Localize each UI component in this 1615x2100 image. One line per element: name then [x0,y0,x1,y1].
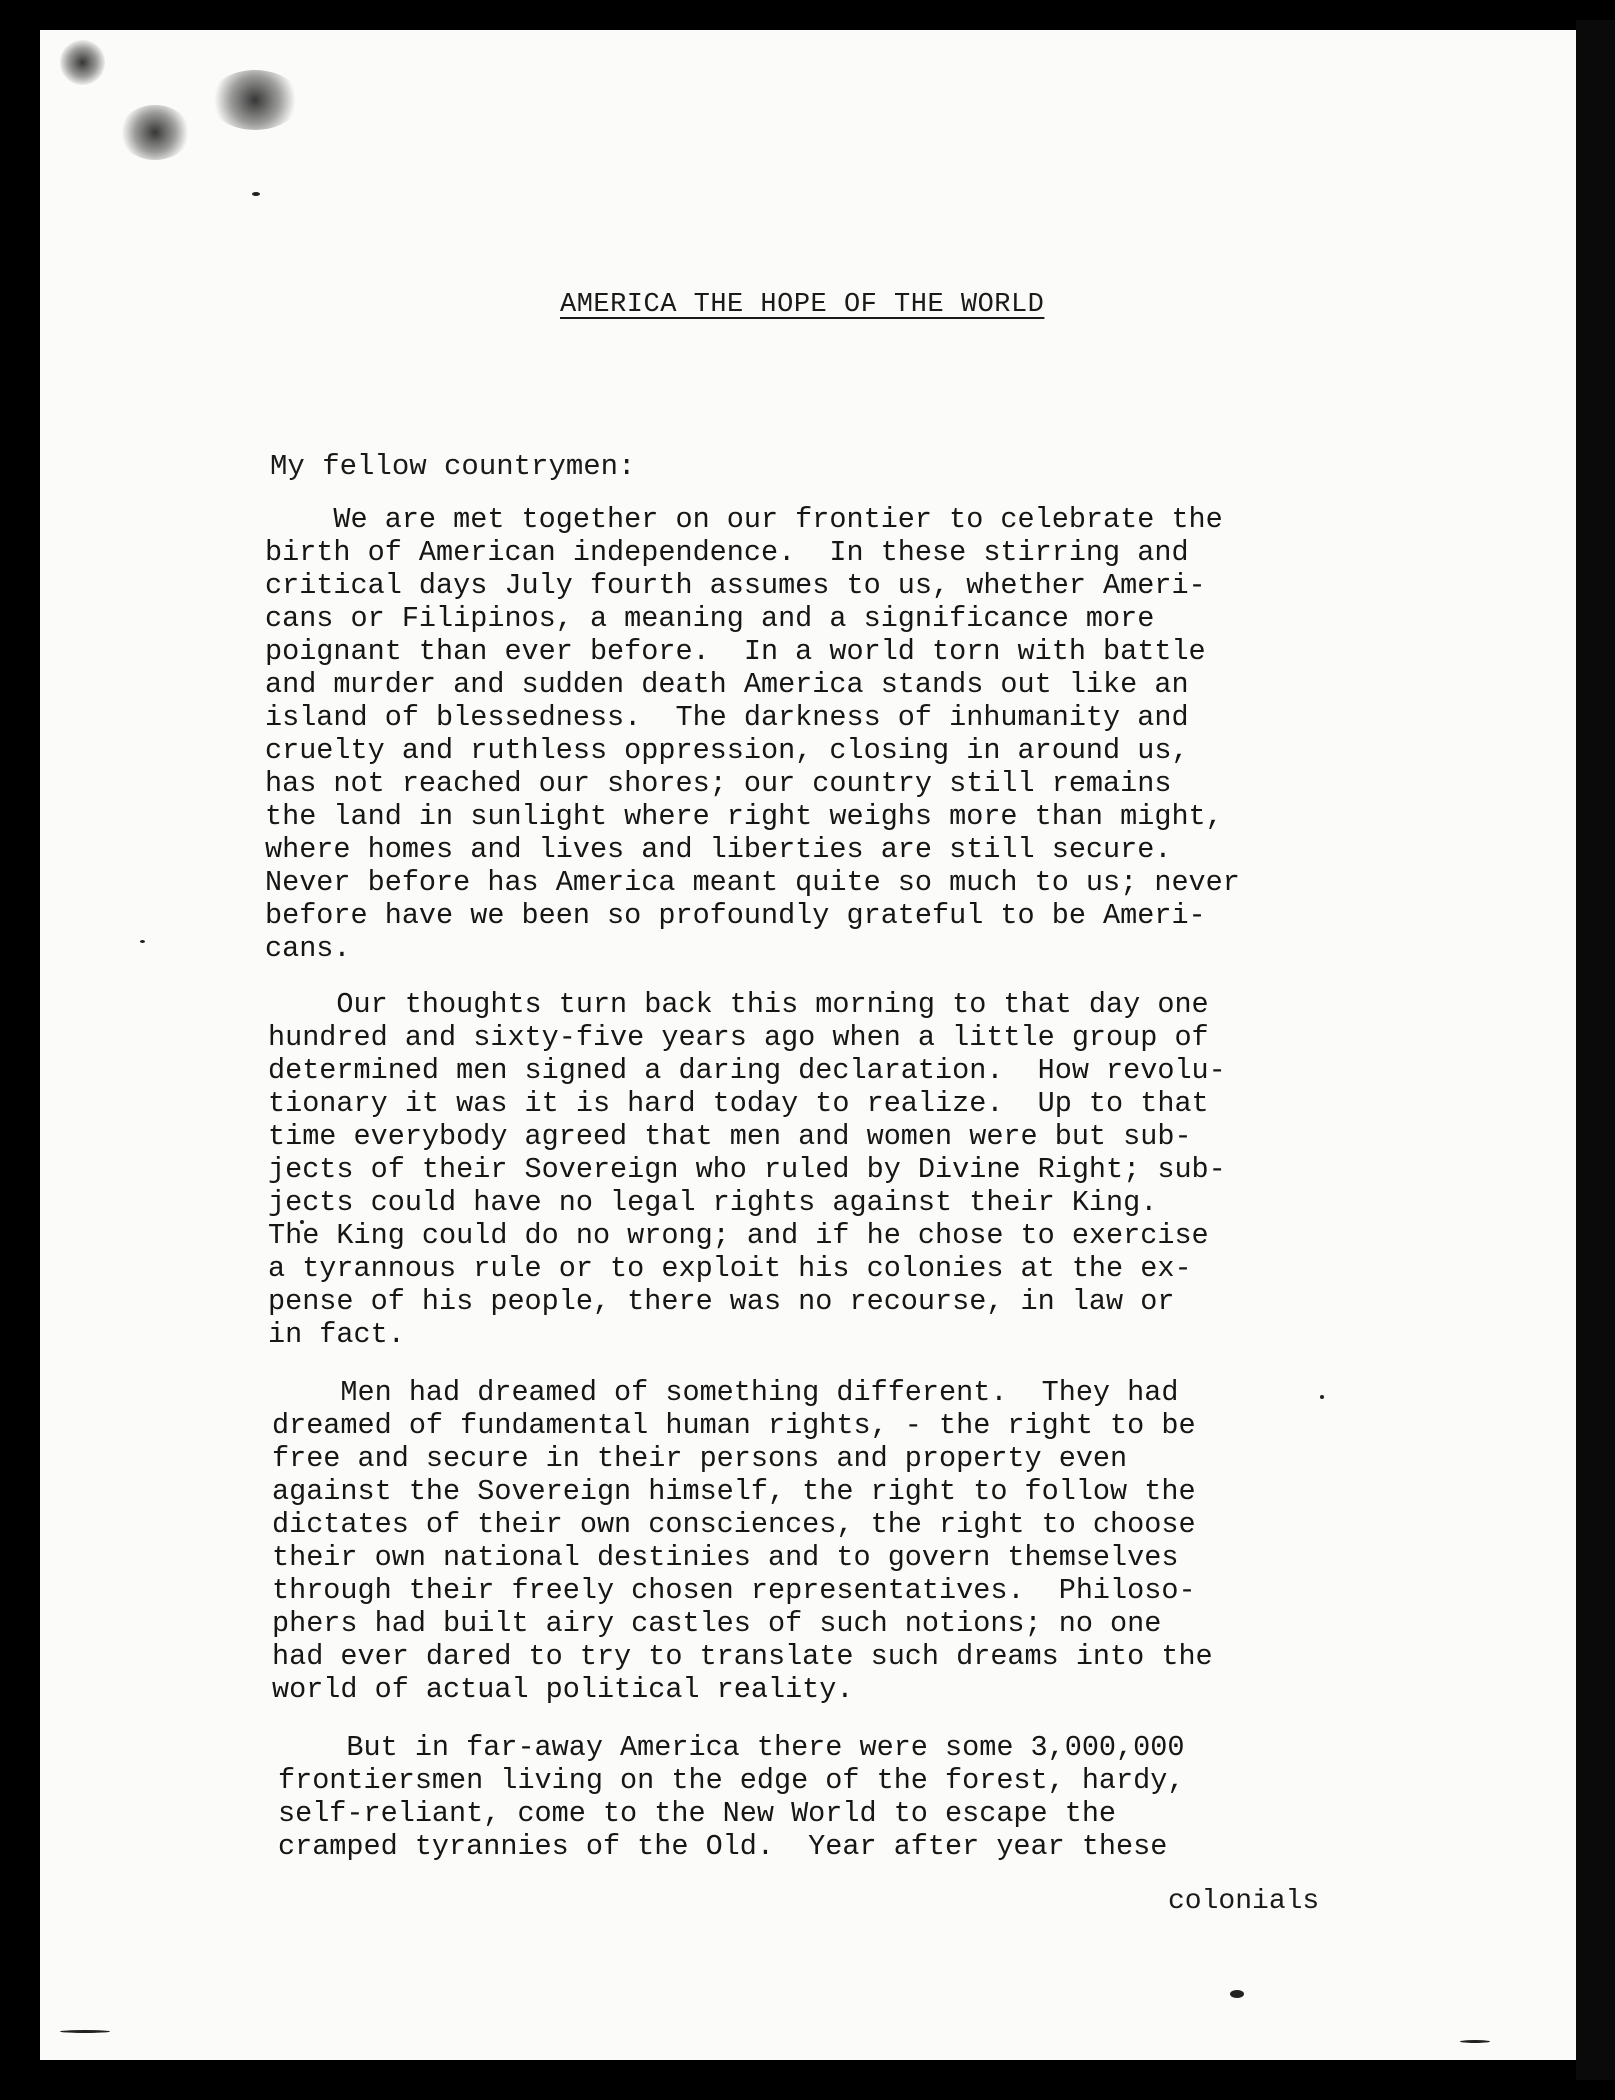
text-line: Never before has America meant quite so much to us; never [265,866,1240,899]
text-line: island of blessedness. The darkness of inhumanity and [265,701,1189,734]
text-line: through their freely chosen representatives. Philoso- [272,1574,1196,1607]
paragraph-1 [265,503,1240,965]
ink-speck [1460,2040,1490,2043]
text-line: cruelty and ruthless oppression, closing in around us, [265,734,1189,767]
paragraph-4 [278,1731,1184,1863]
page-title: AMERICA THE HOPE OF THE WORLD [560,290,1045,320]
text-line: jects of their Sovereign who ruled by Divine Right; sub- [268,1153,1226,1186]
text-line: self-reliant, come to the New World to escape the [278,1797,1117,1830]
text-line: against the Sovereign himself, the right to follow the [272,1475,1196,1508]
text-line: and murder and sudden death America stands out like an [265,668,1189,701]
ink-speck [1320,1395,1324,1399]
text-line: had ever dared to try to translate such dreams into the [272,1640,1213,1673]
text-line: a tyrannous rule or to exploit his colonies at the ex- [268,1252,1192,1285]
paragraph-3 [272,1376,1213,1706]
text-line: their own national destinies and to govern themselves [272,1541,1179,1574]
text-line: jects could have no legal rights against their King. [268,1186,1158,1219]
text-line: has not reached our shores; our country still remains [265,767,1172,800]
text-line: critical days July fourth assumes to us, whether Ameri- [265,569,1206,602]
ink-smudge [120,105,190,160]
text-line: birth of American independence. In these stirring and [265,536,1189,569]
text-line: time everybody agreed that men and women were but sub- [268,1120,1192,1153]
text-line: Our thoughts turn back this morning to that day one [268,988,1209,1021]
ink-smudge [210,70,300,130]
text-line: where homes and lives and liberties are still secure. [265,833,1172,866]
catchword: colonials [1168,1886,1320,1917]
text-line: Men had dreamed of something different. They had [272,1376,1179,1409]
text-line: The King could do no wrong; and if he chose to exercise [268,1219,1209,1252]
text-line: in fact. [268,1318,405,1351]
ink-smudge [60,40,105,85]
text-line: dictates of their own consciences, the right to choose [272,1508,1196,1541]
text-line: We are met together on our frontier to celebrate the [265,503,1223,536]
text-line: before have we been so profoundly grateful to be Ameri- [265,899,1206,932]
text-line: tionary it was it is hard today to realize. Up to that [268,1087,1209,1120]
text-line: pense of his people, there was no recourse, in law or [268,1285,1175,1318]
text-line: hundred and sixty-five years ago when a little group of [268,1021,1209,1054]
paragraph-2 [268,988,1226,1351]
text-line: dreamed of fundamental human rights, - the right to be [272,1409,1196,1442]
text-line: free and secure in their persons and property even [272,1442,1128,1475]
salutation: My fellow countrymen: [270,450,636,483]
text-line: determined men signed a daring declaration. How revolu- [268,1054,1226,1087]
text-line: poignant than ever before. In a world torn with battle [265,635,1206,668]
text-line: cramped tyrannies of the Old. Year after year these [278,1830,1168,1863]
ink-speck [60,2030,110,2033]
text-line: frontiersmen living on the edge of the forest, hardy, [278,1764,1185,1797]
scan-border [1576,20,1615,2080]
text-line: cans. [265,932,351,965]
ink-speck [140,940,145,943]
ink-speck [252,192,260,196]
text-line: world of actual political reality. [272,1673,854,1706]
text-line: phers had built airy castles of such notions; no one [272,1607,1162,1640]
text-line: But in far-away America there were some 3,000,000 [278,1731,1185,1764]
text-line: cans or Filipinos, a meaning and a significance more [265,602,1155,635]
ink-speck [1230,1990,1244,1998]
text-line: the land in sunlight where right weighs more than might, [265,800,1223,833]
